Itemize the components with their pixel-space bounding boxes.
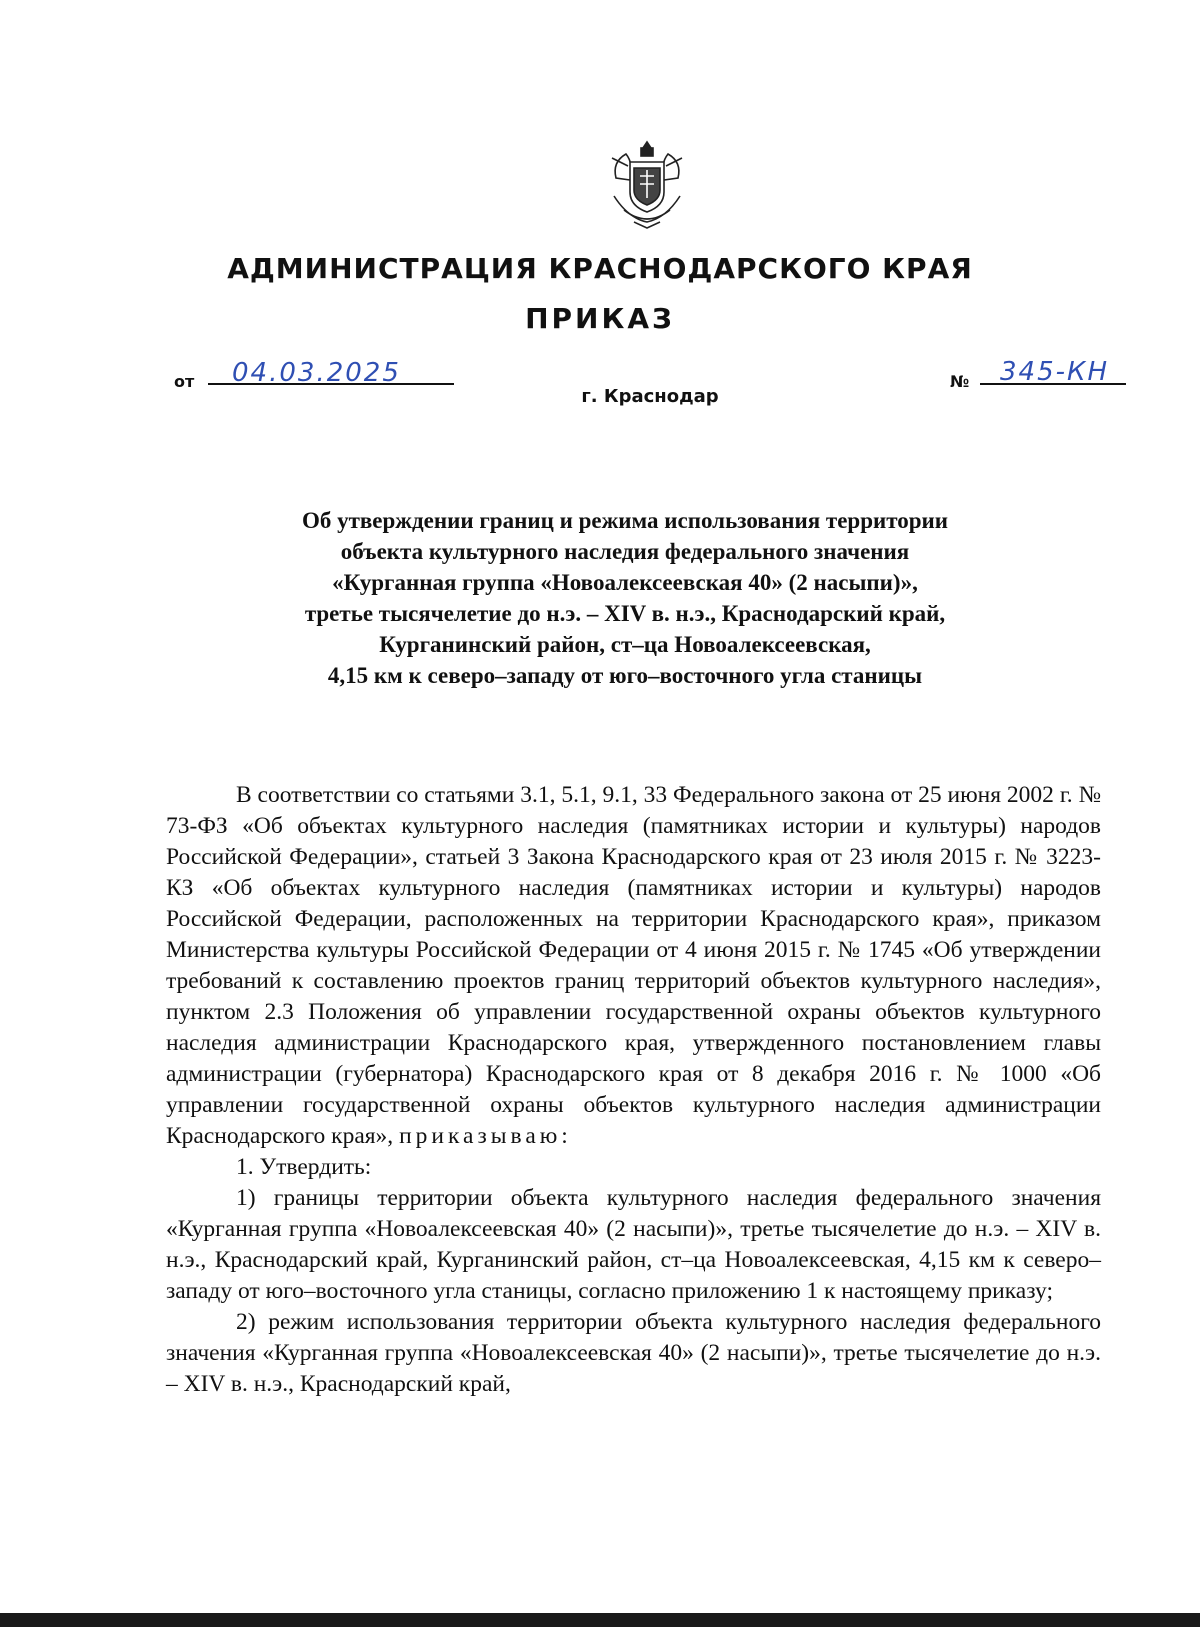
item-1-1-paragraph: 1) границы территории объекта культурного наследия федерального значения «Курганная группа «Новоалексеевская 40» (2 насыпи)», третье тысячелетие до н.э. – XIV в. н.э., Краснодарский край, Курганинский район, ст–ца Новоалексеевская, 4,15 км к северо–западу от юго–восточного угла станицы, согласно приложению 1 к настоящему приказу; xyxy=(166,1185,1101,1304)
title-line: третье тысячелетие до н.э. – XIV в. н.э., Краснодарский край, xyxy=(304,601,946,626)
handwritten-date: 04.03.2025 xyxy=(232,358,401,388)
document-title xyxy=(200,505,1050,691)
date-label: от xyxy=(174,372,195,391)
document-type: ПРИКАЗ xyxy=(525,302,675,335)
scan-bottom-edge xyxy=(0,1613,1200,1627)
item-1-paragraph: 1. Утвердить: xyxy=(236,1154,372,1180)
title-line: Курганинский район, ст–ца Новоалексеевская, xyxy=(379,632,871,657)
krasnodar-coat-of-arms-icon xyxy=(604,138,690,232)
preamble-text: В соответствии со статьями 3.1, 5.1, 9.1, 33 Федерального закона от 25 июня 2002 г. № 73-ФЗ «Об объектах культурного наследия (памятниках истории и культуры) народов Российской Федерации», статьей 3 Закона Краснодарского края от 23 июля 2015 г. № 3223-КЗ «Об объектах культурного наследия (памятниках истории и культуры) народов Российской Федерации, расположенных на территории Краснодарского края», приказом Министерства культуры Российской Федерации от 4 июня 2015 г. № 1745 «Об утверждении требований к составлению проектов границ территорий объектов культурного наследия», пунктом 2.3 Положения об управлении государственной охраны объектов культурного наследия администрации Краснодарского края, утвержденного постановлением главы администрации (губернатора) Краснодарского края от 8 декабря 2016 г. № 1000 «Об управлении государственной охраны объектов культурного наследия администрации Краснодарского края», xyxy=(166,782,1101,1149)
number-label: № xyxy=(950,372,970,391)
title-line: объекта культурного наследия федерального значения xyxy=(340,539,910,564)
handwritten-number: 345-КН xyxy=(1000,357,1110,387)
title-line: 4,15 км к северо–западу от юго–восточного угла станицы xyxy=(327,663,923,688)
title-line: «Курганная группа «Новоалексеевская 40» (2 насыпи)», xyxy=(332,570,918,595)
preamble-paragraph xyxy=(166,780,1101,1152)
title-line: Об утверждении границ и режима использования территории xyxy=(301,508,949,533)
city-name: г. Краснодар xyxy=(581,386,719,407)
organization-name: АДМИНИСТРАЦИЯ КРАСНОДАРСКОГО КРАЯ xyxy=(227,252,973,285)
document-body xyxy=(166,780,1101,1400)
item-1-2-paragraph: 2) режим использования территории объекта культурного наследия федерального значения «Курганная группа «Новоалексеевская 40» (2 насыпи)», третье тысячелетие до н.э. – XIV в. н.э., Краснодарский край, xyxy=(166,1309,1101,1397)
order-word: приказываю: xyxy=(399,1123,572,1149)
